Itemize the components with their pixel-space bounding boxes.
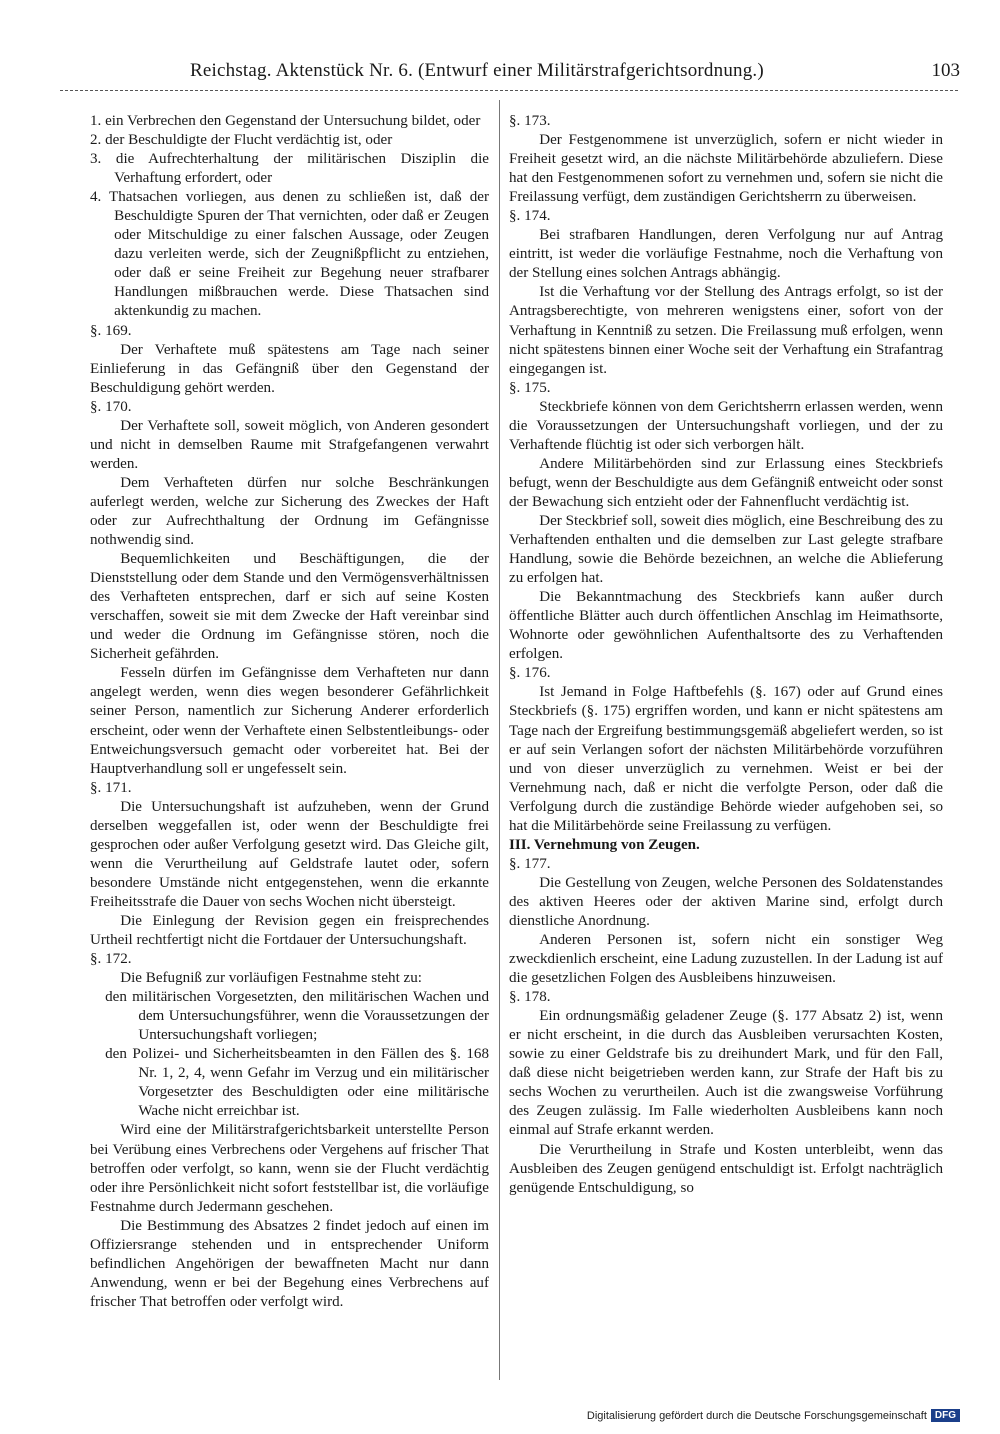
section-heading-176: §. 176. xyxy=(509,665,551,682)
right-column xyxy=(509,112,943,1198)
enum-item-4: 4. Thatsachen vorliegen, aus denen zu schließen ist, daß der Beschuldigte Spuren der That vernichten, oder daß er Zeugen oder Mitschuldige zu einer falschen Aussage, oder Zeugen dazu verleiten werde, sich der Zeugnißpflicht zu entziehen, oder daß er seine Freiheit zur Begehung neuer strafbarer Handlungen mißbrauchen werde. Diese Thatsachen sind aktenkundig zu machen. xyxy=(90,189,489,320)
paragraph: Die Untersuchungshaft ist aufzuheben, wenn der Grund derselben weggefallen ist, oder wenn der Beschuldigte frei gesprochen oder außer Verfolgung gesetzt wird. Das Gleiche gilt, wenn die Verurtheilung auf Geldstrafe lautet oder, sofern besondere Umstände nicht entgegenstehen, wenn die erkannte Freiheitsstrafe die Dauer von sechs Wochen nicht übersteigt. xyxy=(90,798,489,910)
header-rule xyxy=(60,90,958,91)
list-item: den militärischen Vorgesetzten, den militärischen Wachen und dem Untersuchungsführer, wenn die Voraussetzungen der Untersuchungshaft vorliegen; xyxy=(105,989,489,1044)
paragraph: Wird eine der Militärstrafgerichtsbarkeit unterstellte Person bei Verübung eines Verbrechens oder Vergehens auf frischer That betroffen oder verfolgt, so kann, wenn sie der Flucht verdächtig oder ihre Persönlichkeit nicht sofort feststellbar ist, die vorläufige Festnahme durch Jedermann geschehen. xyxy=(90,1122,489,1215)
section-heading-170: §. 170. xyxy=(90,398,132,415)
paragraph: Der Verhaftete muß spätestens am Tage nach seiner Einlieferung in das Gefängniß über den Gegenstand der Beschuldigung gehört werden. xyxy=(90,341,489,396)
section-heading-169: §. 169. xyxy=(90,322,132,339)
list-item: den Polizei- und Sicherheitsbeamten in den Fällen des §. 168 Nr. 1, 2, 4, wenn Gefahr im Verzug und ein militärischer Vorgesetzter des Beschuldigten oder eine militärische Wache nicht erreichbar ist. xyxy=(105,1046,489,1120)
footer-credit: Digitalisierung gefördert durch die Deutsche Forschungsgemeinschaft xyxy=(586,1409,927,1422)
paragraph: Bei strafbaren Handlungen, deren Verfolgung nur auf Antrag eintritt, ist weder die vorläufige Festnahme, noch die Verhaftung von der Stellung eines solchen Antrags abhängig. xyxy=(509,227,943,282)
paragraph: Der Festgenommene ist unverzüglich, sofern er nicht wieder in Freiheit gesetzt wird, an die nächste Militärbehörde abzuliefern. Diese hat den Festgenommenen sofort zu vernehmen und, sofern sie nicht die Freilassung verfügt, dem zuständigen Gerichtsherrn zu überweisen. xyxy=(509,132,943,206)
header-title: Reichstag. Aktenstück Nr. 6. (Entwurf einer Militärstrafgerichtsordnung.) xyxy=(190,60,764,81)
paragraph: Die Verurtheilung in Strafe und Kosten unterbleibt, wenn das Ausbleiben des Zeugen genügend entschuldigt ist. Erfolgt nachträglich genügende Entschuldigung, so xyxy=(509,1141,943,1196)
paragraph: Der Steckbrief soll, soweit dies möglich, eine Beschreibung des zu Verhaftenden enthalten und die demselben zur Last gelegte strafbare Handlung, sowie die Behörde bezeichnen, an welche die Ablieferung zu erfolgen hat. xyxy=(509,512,943,587)
enum-item-3: 3. die Aufrechterhaltung der militärischen Disziplin die Verhaftung erfordert, oder xyxy=(90,151,489,187)
section-heading-172: §. 172. xyxy=(90,951,132,968)
part-heading: III. Vernehmung von Zeugen. xyxy=(509,836,700,853)
dfg-logo: DFG xyxy=(931,1409,960,1422)
left-column xyxy=(90,112,489,1312)
paragraph: Steckbriefe können von dem Gerichtsherrn erlassen werden, wenn die Voraussetzungen der Untersuchungshaft vorliegen, und der zu Verhaftende flüchtig ist oder sich verborgen hält. xyxy=(509,398,943,453)
paragraph: Die Bestimmung des Absatzes 2 findet jedoch auf einen im Offiziersrange stehenden und in entsprechender Uniform befindlichen Angehörigen der bewaffneten Macht nur dann Anwendung, wenn er bei der Begehung eines Verbrechens auf frischer That betroffen oder verfolgt wird. xyxy=(90,1217,489,1310)
paragraph: Ist die Verhaftung vor der Stellung des Antrags erfolgt, so ist der Antragsberechtigte, von mehreren wenigstens einer, sofort von der Verhaftung in Kenntniß zu setzen. Die Freilassung muß erfolgen, wenn nicht spätestens binnen einer Woche seit der Verhaftung ein Strafantrag eingegangen ist. xyxy=(509,284,943,377)
section-heading-177: §. 177. xyxy=(509,855,551,872)
column-divider xyxy=(499,100,500,1380)
paragraph: Andere Militärbehörden sind zur Erlassung eines Steckbriefs befugt, wenn der Beschuldigte aus dem Gefängniß entweicht oder sonst der Bewachung sich entzieht oder der Fahnenflucht verdächtig ist. xyxy=(509,455,943,510)
page-number: 103 xyxy=(931,60,960,81)
paragraph: Dem Verhafteten dürfen nur solche Beschränkungen auferlegt werden, welche zur Sicherung des Zweckes der Haft oder zur Aufrechthaltung der Ordnung im Gefängnisse nothwendig sind. xyxy=(90,474,489,549)
paragraph: Die Befugniß zur vorläufigen Festnahme steht zu: xyxy=(120,970,422,987)
paragraph: Ist Jemand in Folge Haftbefehls (§. 167) oder auf Grund eines Steckbriefs (§. 175) ergriffen worden, und kann er nicht spätestens am Tage nach der Ergreifung bestimmungsgemäß abgeliefert werden, so ist er auf sein Verlangen sofort der nächsten Militärbehörde vorzuführen und von dieser unverzüglich zu vernehmen. Weist er bei der Vernehmung nach, daß er nicht die verfolgte Person, oder daß die Verfolgung durch die zuständige Behörde wieder aufgehoben sei, so hat die Militärbehörde seine Freilassung zu verfügen. xyxy=(509,684,943,834)
paragraph: Ein ordnungsmäßig geladener Zeuge (§. 177 Absatz 2) ist, wenn er nicht erscheint, in die durch das Ausbleiben verursachten Kosten, sowie zu einer Geldstrafe bis zu dreihundert Mark, und für den Fall, daß diese nicht beigetrieben werden kann, zur Strafe der Haft bis zu sechs Wochen zu verurtheilen. Auch ist die zwangsweise Vorführung des Zeugen zulässig. Im Falle wiederholten Ausbleibens kann noch einmal auf Strafe erkannt werden. xyxy=(509,1008,943,1139)
paragraph: Die Gestellung von Zeugen, welche Personen des Soldatenstandes des aktiven Heeres oder der aktiven Marine sind, erfolgt durch dienstliche Anordnung. xyxy=(509,874,943,929)
paragraph: Die Bekanntmachung des Steckbriefs kann außer durch öffentliche Blätter auch durch öffentlichen Anschlag im Heimathsorte, Wohnorte oder gewöhnlichen Aufenthaltsorte des zu Verhaftenden erfolgen. xyxy=(509,589,943,663)
section-heading-171: §. 171. xyxy=(90,779,132,796)
paragraph: Die Einlegung der Revision gegen ein freisprechendes Urtheil rechtfertigt nicht die Fortdauer der Untersuchungshaft. xyxy=(90,912,489,949)
section-heading-174: §. 174. xyxy=(509,208,551,225)
page-header xyxy=(60,60,960,88)
footer xyxy=(587,1409,960,1422)
paragraph: Anderen Personen ist, sofern nicht ein sonstiger Weg zweckdienlich erscheint, eine Ladung zuzustellen. In der Ladung ist auf die gesetzlichen Folgen des Ausbleibens hinzuweisen. xyxy=(509,932,943,987)
enum-item-2: 2. der Beschuldigte der Flucht verdächtig ist, oder xyxy=(90,132,393,149)
paragraph: Fesseln dürfen im Gefängnisse dem Verhafteten nur dann angelegt werden, wenn dies wegen besonderer Gefährlichkeit seiner Person, namentlich zur Sicherung Anderer erforderlich erscheint, oder wenn der Verhaftete einen Selbstentleibungs- oder Entweichungsversuch gemacht oder vorbereitet hat. Bei der Hauptverhandlung soll er ungefesselt sein. xyxy=(90,665,489,777)
paragraph: Der Verhaftete soll, soweit möglich, von Anderen gesondert und nicht in demselben Raume mit Strafgefangenen verwahrt werden. xyxy=(90,417,489,472)
section-heading-178: §. 178. xyxy=(509,989,551,1006)
section-heading-173: §. 173. xyxy=(509,113,551,129)
enum-item-1: 1. ein Verbrechen den Gegenstand der Untersuchung bildet, oder xyxy=(90,113,481,129)
paragraph: Bequemlichkeiten und Beschäftigungen, die der Dienststellung oder dem Stande und den Vermögensverhältnissen des Verhafteten entsprechen, darf er sich auf seine Kosten verschaffen, soweit sie mit dem Zwecke der Haft vereinbar sind und weder die Ordnung im Gefängnisse stören, noch die Sicherheit gefährden. xyxy=(90,551,489,663)
section-heading-175: §. 175. xyxy=(509,379,551,396)
